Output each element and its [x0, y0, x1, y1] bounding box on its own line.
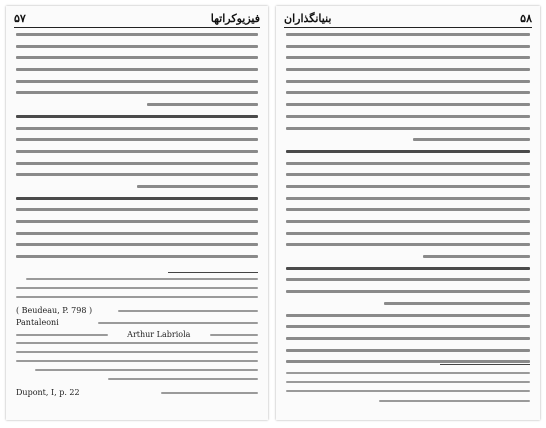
text-line — [286, 185, 530, 188]
text-line — [286, 173, 530, 176]
text-line — [286, 314, 530, 317]
text-line — [286, 349, 530, 352]
text-line — [286, 290, 530, 293]
right-body-text — [286, 33, 530, 372]
right-page — [276, 6, 540, 420]
text-line — [286, 33, 530, 36]
text-line — [16, 232, 258, 235]
text-line — [286, 162, 530, 165]
right-footnote-rule — [440, 364, 530, 365]
text-line — [16, 255, 258, 258]
footnote-line — [16, 342, 258, 344]
right-header-rule — [284, 27, 532, 28]
footnote-citation-labriola: Arthur Labriola — [127, 330, 191, 340]
footnote-line — [16, 296, 258, 298]
text-line — [16, 243, 258, 246]
left-page — [6, 6, 268, 420]
footnote-citation-pantaleoni: Pantaleoni — [16, 318, 59, 328]
text-line — [16, 68, 258, 71]
footnote-line — [35, 369, 258, 371]
left-footnotes — [16, 278, 258, 400]
footnote-line-beudeau — [16, 306, 258, 316]
footnote-line — [98, 322, 258, 324]
text-line — [16, 208, 258, 211]
left-header-rule — [14, 27, 260, 28]
text-line — [286, 243, 530, 246]
text-line — [16, 91, 258, 94]
text-line — [286, 150, 530, 153]
text-line — [286, 278, 530, 281]
text-line — [286, 68, 530, 71]
left-footnote-rule — [168, 272, 258, 273]
text-line — [286, 325, 530, 328]
text-line — [16, 220, 258, 223]
left-page-header — [14, 11, 260, 25]
text-line — [286, 220, 530, 223]
left-page-number: ۵۷ — [14, 11, 26, 25]
footnote-line — [16, 334, 108, 336]
text-line — [286, 115, 530, 118]
footnote-line — [286, 390, 530, 392]
text-line — [286, 360, 530, 363]
text-line — [16, 33, 258, 36]
text-line — [16, 56, 258, 59]
text-line — [16, 80, 258, 83]
text-line — [286, 80, 530, 83]
right-footnotes — [286, 372, 530, 409]
text-line — [423, 255, 530, 258]
text-line — [286, 197, 530, 200]
text-line — [16, 115, 258, 118]
left-page-running-head: فیزیوکراتها — [210, 11, 260, 25]
footnote-line-pantaleoni — [16, 318, 258, 328]
text-line — [286, 45, 530, 48]
footnote-line-dupont — [16, 388, 258, 398]
text-line — [286, 91, 530, 94]
footnote-line — [26, 278, 258, 280]
text-line — [286, 267, 530, 270]
text-line — [147, 103, 258, 106]
footnote-citation-beudeau: ( Beudeau, P. 798 ) — [16, 306, 93, 316]
footnote-line — [210, 334, 258, 336]
text-line — [286, 232, 530, 235]
footnote-line — [16, 287, 258, 289]
footnote-line — [286, 372, 530, 374]
text-line — [286, 127, 530, 130]
text-line — [413, 138, 530, 141]
right-page-number: ۵۸ — [520, 11, 532, 25]
footnote-line — [108, 378, 258, 380]
footnote-citation-dupont: Dupont, I, p. 22 — [16, 388, 80, 397]
footnote-line — [118, 310, 258, 312]
text-line — [16, 127, 258, 130]
left-body-text — [16, 33, 258, 267]
footnote-line — [286, 381, 530, 383]
text-line — [286, 208, 530, 211]
right-page-header — [284, 11, 532, 25]
footnote-line-labriola — [16, 330, 258, 340]
text-line — [137, 185, 258, 188]
text-line — [16, 162, 258, 165]
text-line — [16, 197, 258, 200]
text-line — [286, 103, 530, 106]
footnote-line — [16, 360, 258, 362]
footnote-line — [16, 351, 258, 353]
footnote-line — [161, 392, 258, 394]
text-line — [286, 337, 530, 340]
footnote-line — [379, 400, 530, 402]
text-line — [16, 45, 258, 48]
text-line — [16, 138, 258, 141]
text-line — [384, 302, 530, 305]
text-line — [286, 56, 530, 59]
text-line — [16, 150, 258, 153]
text-line — [16, 173, 258, 176]
right-page-running-head: بنیانگذاران — [284, 11, 332, 25]
